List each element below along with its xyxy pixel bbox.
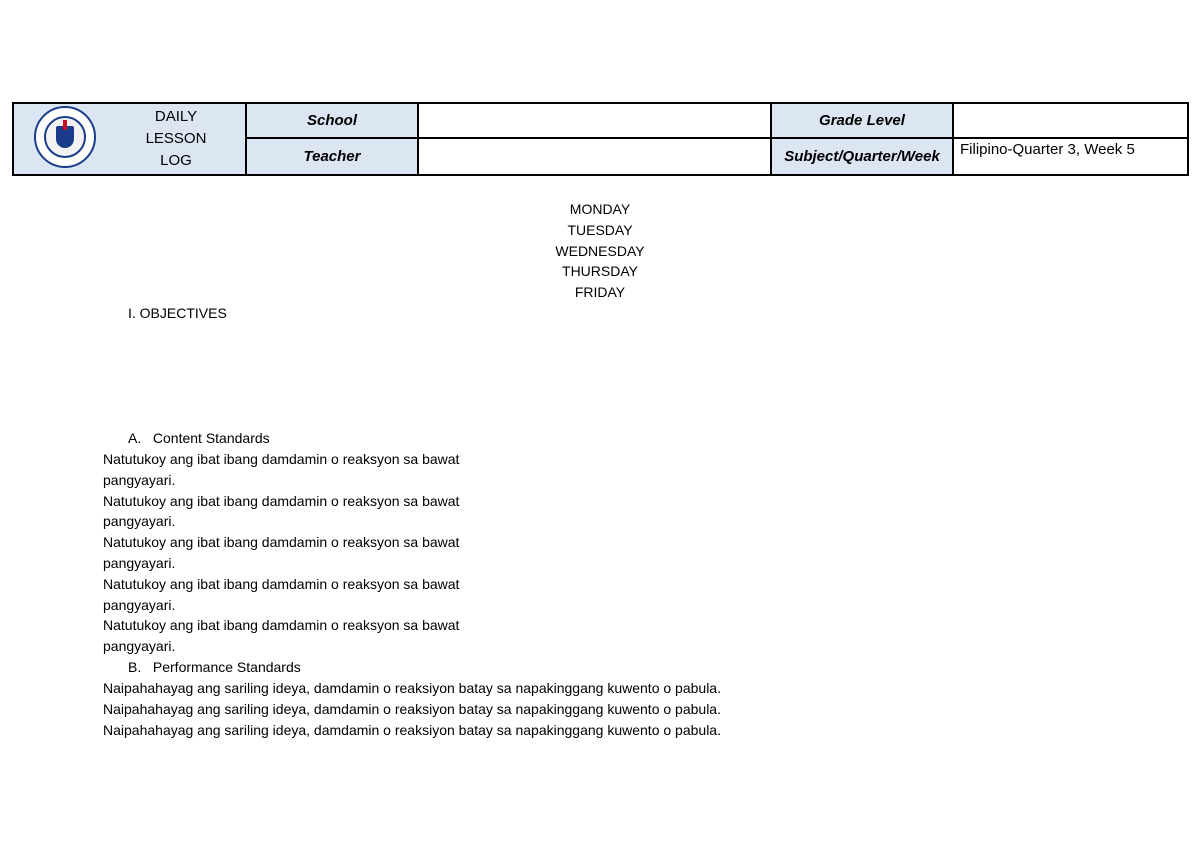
- grade-level-label: Grade Level: [771, 103, 953, 138]
- content-standards-list: [103, 449, 483, 657]
- deped-seal-icon: [34, 106, 96, 168]
- grade-level-value[interactable]: [953, 103, 1188, 138]
- content-standards-heading: A. Content Standards: [128, 430, 270, 446]
- list-item: Naipahahayag ang sariling ideya, damdamin o reaksiyon batay sa napakinggang kuwento o pabula.: [103, 721, 721, 738]
- list-item: Natutukoy ang ibat ibang damdamin o reaksyon sa bawat pangyayari.: [103, 617, 460, 655]
- list-item: Natutukoy ang ibat ibang damdamin o reaksyon sa bawat pangyayari.: [103, 575, 460, 613]
- day-friday: FRIDAY: [574, 284, 626, 301]
- teacher-value[interactable]: [418, 138, 771, 175]
- day-thursday: THURSDAY: [562, 263, 638, 280]
- list-item: Naipahahayag ang sariling ideya, damdamin o reaksiyon batay sa napakinggang kuwento o pabula.: [103, 680, 721, 696]
- school-value[interactable]: [418, 103, 771, 138]
- list-item: Naipahahayag ang sariling ideya, damdamin o reaksiyon batay sa napakinggang kuwento o pabula.: [103, 700, 721, 717]
- list-item: Natutukoy ang ibat ibang damdamin o reaksyon sa bawat pangyayari.: [103, 451, 460, 488]
- subject-value[interactable]: Filipino-Quarter 3, Week 5: [953, 138, 1188, 175]
- list-item: Natutukoy ang ibat ibang damdamin o reaksyon sa bawat pangyayari.: [103, 492, 460, 530]
- days-list: [500, 199, 700, 303]
- school-label: School: [246, 103, 418, 138]
- day-wednesday: WEDNESDAY: [555, 242, 645, 259]
- objectives-heading: I. OBJECTIVES: [128, 305, 227, 321]
- list-item: Natutukoy ang ibat ibang damdamin o reaksyon sa bawat pangyayari.: [103, 534, 460, 571]
- teacher-label: Teacher: [246, 138, 418, 175]
- title-cell: [13, 103, 246, 175]
- title-line-2: LOG: [160, 152, 192, 169]
- performance-standards-list: [103, 678, 823, 740]
- day-tuesday: TUESDAY: [567, 221, 633, 238]
- title-line-1: DAILY LESSON: [145, 108, 207, 147]
- performance-standards-heading: B. Performance Standards: [128, 659, 301, 675]
- day-monday: MONDAY: [569, 201, 631, 217]
- page-title: [126, 104, 226, 174]
- header-table: [12, 102, 1189, 176]
- subject-label: Subject/Quarter/Week: [771, 138, 953, 175]
